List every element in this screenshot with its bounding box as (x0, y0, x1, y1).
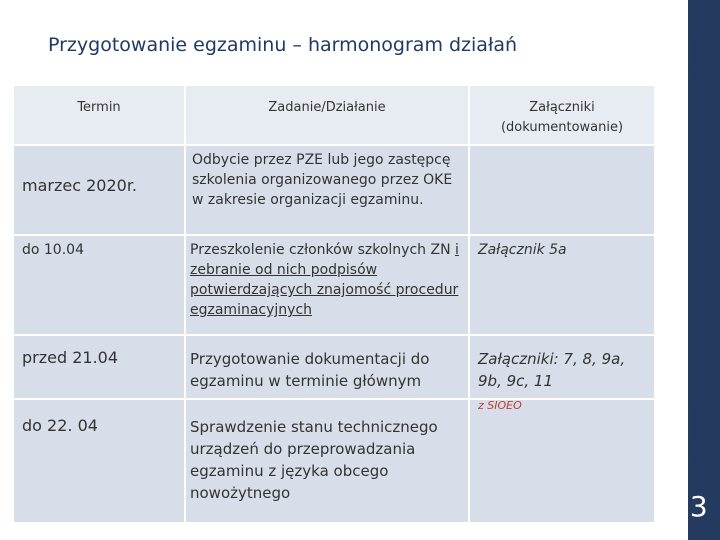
row-4-task: Sprawdzenie stanu technicznego urządzeń do przeprowadzania egzaminu z języka obcego nowożytnego (190, 418, 438, 502)
row-2-annex: Załącznik 5a (478, 242, 567, 258)
row-1-annex-bg (470, 146, 654, 234)
row-4-annex-bg (470, 400, 654, 522)
header-annex: Załączniki (dokumentowanie) (500, 100, 624, 135)
date-label: 2021-09-04 (690, 36, 699, 83)
row-3-annex-note: z SIOEO (478, 399, 522, 412)
row-2-task (190, 240, 466, 320)
header-term: Termin (77, 100, 121, 115)
page-title: Przygotowanie egzaminu – harmonogram działań (48, 34, 518, 56)
org-label: OKE Warszawa (690, 405, 699, 465)
page-number: 13 (672, 490, 708, 523)
row-2-task-text: Przeszkolenie członków szkolnych ZN (190, 242, 451, 258)
row-3-annex: Załączniki: 7, 8, 9a, 9b, 9c, 11 (478, 350, 626, 390)
header-task: Zadanie/Działanie (268, 100, 386, 115)
row-2-task-underlined: i zebranie od nich podpisów potwierdzających znajomość procedur egzaminacyjnych (190, 242, 459, 318)
row-1-term: marzec 2020r. (22, 176, 138, 195)
row-3-term: przed 21.04 (22, 348, 119, 367)
row-2-term: do 10.04 (22, 242, 84, 258)
row-1-task: Odbycie przez PZE lub jego zastępcę szkolenia organizowanego przez OKE w zakresie organizacji egzaminu. (192, 152, 453, 208)
row-4-term: do 22. 04 (22, 416, 98, 435)
row-3-task: Przygotowanie dokumentacji do egzaminu w terminie głównym (190, 350, 430, 390)
